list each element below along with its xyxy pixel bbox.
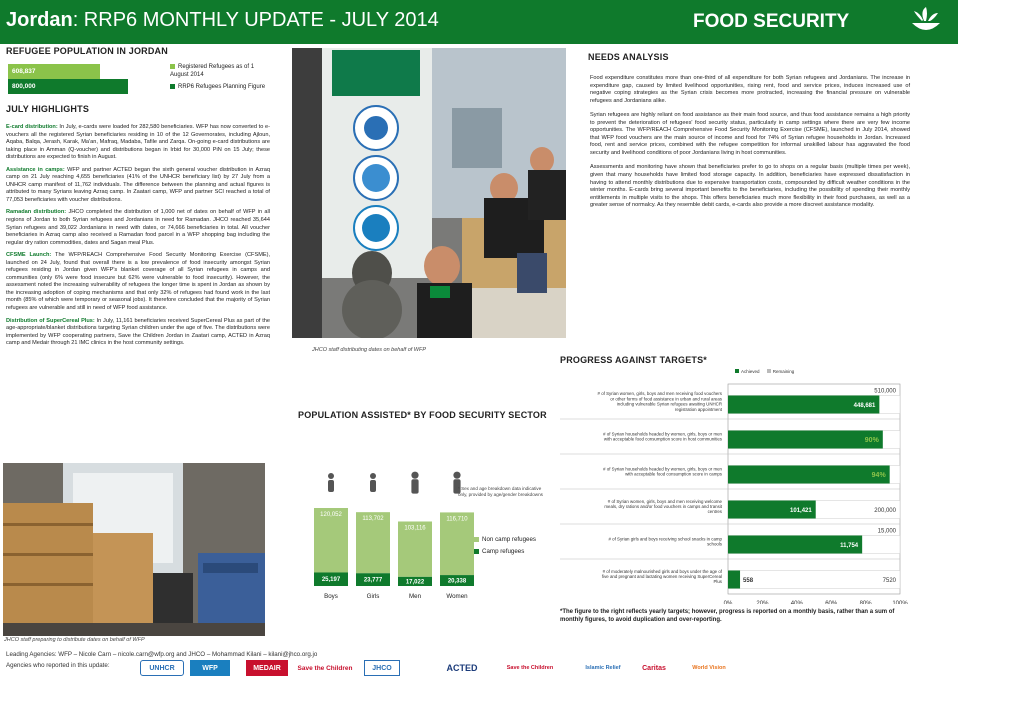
progress-value-label: 94% xyxy=(871,472,886,479)
category-label-women: Women xyxy=(446,593,468,600)
indicator-label: # of Syrian households headed by women, girls, boys or men with acceptable food consumption score in host communities xyxy=(603,431,722,442)
progress-bar xyxy=(728,571,740,589)
label-camp-men: 17,022 xyxy=(405,579,425,586)
legend-swatch xyxy=(170,84,175,89)
person-boy-icon xyxy=(328,473,334,492)
save-the-children-logo: Save the Children xyxy=(297,664,353,672)
target-bar xyxy=(728,571,900,589)
jhco-logo: JHCO xyxy=(364,660,400,676)
reporting-agencies-label: Agencies who reported in this update: xyxy=(6,662,110,669)
caritas-logo: Caritas xyxy=(642,664,666,672)
highlight-item: E-card distribution: In July, e-cards were loaded for 282,580 beneficiaries. WFP has now converted to e-vouchers all the registered Syrian beneficiaries residing in 10 of the 12 Governorates, including Ajloun, Aqaba, Balqa, Jerash, Karak, Ma'an, Mafraq, Madaba, Tafile and Zarqa. On-going e-card distributions are taking place in Amman (Q-voucher) and distributions began in Irbid for 30,000 PiN on 15 July; these distributions are expected to finish in August. xyxy=(6,124,270,161)
leading-agencies: Leading Agencies: WFP – Nicole Carn – nicole.carn@wfp.org and JHCO – Mohammad Kilani – kilani@jhco.org.jo xyxy=(6,651,318,658)
registered-legend: Registered Refugees as of 1 August 2014 xyxy=(170,64,255,78)
highlights-list xyxy=(6,124,270,348)
person-girl-icon xyxy=(370,473,376,492)
label-camp-boys: 25,197 xyxy=(321,577,341,584)
report-subtitle: : RRP6 MONTHLY UPDATE - JULY 2014 xyxy=(72,9,439,31)
progress-against-targets-chart xyxy=(560,378,910,604)
category-label-girls: Girls xyxy=(366,593,380,600)
planning-legend: RRP6 Refugees Planning Figure xyxy=(170,84,270,92)
category-label-boys: Boys xyxy=(324,593,338,600)
distribution-photo xyxy=(292,48,566,338)
refugee-population-heading: REFUGEE POPULATION IN JORDAN xyxy=(6,46,168,56)
needs-paragraph: Food expenditure constitutes more than one-third of all expenditure for both Syrian refugees and Jordanians. The increase in expenditure gap, caused by limited livelihood opportunities, rising rent, food and service prices, induces increased use of negative coping strategies as the Syrian crisis becomes more protracted, increasing the financial pressure on vulnerable refugees and Jordanians alike. xyxy=(590,75,910,104)
indicator-label: # of Syrian girls and boys receiving school snacks in camp schools xyxy=(608,536,722,547)
islamic-relief-logo: Islamic Relief xyxy=(585,665,621,671)
indicator-label: # of Syrian households headed by women, girls, boys or men with acceptable food consumption score in camps xyxy=(603,466,722,477)
x-tick-label: 80% xyxy=(859,601,872,604)
target-value-label: 15,000 xyxy=(877,528,896,535)
unhcr-logo: UNHCR xyxy=(140,660,184,676)
progress-value-label: 90% xyxy=(864,437,879,444)
needs-paragraph: Assessments and monitoring have shown that beneficiaries prefer to go to shops on a regular basis (multiple times per week), given that many households have limited food storage capacity. In addition, beneficiaries have expressed dissatisfaction in having to attend monthly distributions due to expensive transportation costs, compounded by difficult weather conditions in the winter months. E-cards bring several important benefits to the beneficiaries, including the possibility of spending their monthly entitlements in multiple visits to the shops. This offers beneficiaries much more flexibility in their food purchases, as well as a greater sense of normalcy. As they resemble debit cards, e-cards also provide a more discreet assistance modality. xyxy=(590,164,910,209)
progress-chart-heading: PROGRESS AGAINST TARGETS* xyxy=(560,355,708,365)
warehouse-photo xyxy=(3,463,265,636)
highlight-item: Assistance in camps: WFP and partner ACTED began the sixth general voucher distribution in Azraq camp on 21 July reaching 4,655 beneficiaries (41% of the UNHCR beneficiary list) by 27 July from a UNHCR camp manifest of 11,762 individuals. The difference between the planning and actual figures is attributed to many Syrians leaving Azraq camp. In Zaatari camp, WFP and partner SCI reached a total of 77,053 beneficiaries with voucher distributions. xyxy=(6,166,270,203)
july-highlights-heading: JULY HIGHLIGHTS xyxy=(6,104,90,114)
progress-value-label: 101,421 xyxy=(790,508,812,514)
category-label-men: Men xyxy=(408,593,422,600)
progress-value-label: 11,754 xyxy=(840,543,859,549)
progress-value-label: 558 xyxy=(743,578,754,584)
progress-bar xyxy=(728,466,890,484)
x-tick-label: 40% xyxy=(790,601,803,604)
distribution-scene-image xyxy=(292,48,566,338)
save-the-children-logo-2: Save the Children xyxy=(506,665,554,671)
warehouse-scene-image xyxy=(3,463,265,636)
legend-swatch xyxy=(735,369,739,373)
x-tick-label: 20% xyxy=(756,601,769,604)
label-camp-women: 20,338 xyxy=(447,578,467,585)
needs-analysis-text xyxy=(590,75,910,210)
label-noncamp-girls: 113,702 xyxy=(362,516,384,523)
camp-legend: Camp refugees xyxy=(474,548,524,556)
population-assisted-chart xyxy=(296,462,546,607)
progress-legend: Achieved Remaining xyxy=(735,369,794,374)
person-man-icon xyxy=(411,472,418,494)
world-vision-logo: World Vision xyxy=(692,665,726,671)
x-tick-label: 0% xyxy=(723,601,733,604)
highlight-item: Ramadan distribution: JHCO completed the distribution of 1,000 net of dates on behalf of WFP in all regions of Jordan to both Syrian refugees and Jordanians in need for Ramadan. JHCO reached 35,644 Syrian refugees and 39,022 Jordanians in need with dates, or 74,666 beneficiaries in total. All voucher beneficiaries in Azraq camp also received a Ramadan food parcel in a WFP shopping bag including the regular dry ration commodities, dates and Sagan meal Plus. xyxy=(6,209,270,246)
top-photo-caption: JHCO staff distributing dates on behalf of WFP xyxy=(312,347,427,353)
medair-logo: MEDAIR xyxy=(246,660,288,676)
wfp-logo: WFP xyxy=(190,660,230,676)
label-camp-girls: 23,777 xyxy=(363,577,383,584)
x-tick-label: 60% xyxy=(825,601,838,604)
label-noncamp-men: 103,116 xyxy=(404,525,426,532)
bottom-photo-caption: JHCO staff preparing to distribute dates on behalf of WFP xyxy=(4,637,145,643)
noncamp-legend: Non camp refugees xyxy=(474,536,536,544)
needs-paragraph: Syrian refugees are highly reliant on food assistance as their main food source, and thus food assistance remains a high priority to prevent the deterioration of refugees' food security status, particularly in camp settings where there are very few income opportunities. The WFP/REACH Comprehensive Food Security Monitoring Exercise (CFSME), launched in July 2014, showed that WFP food vouchers are the main source of income and food for 74% of Syrian refugee households in Jordan. Increased food, rent and service prices, combined with the refugee competition for informal unskilled labour has aggravated the food security and livelihood conditions of poor Jordanians living in host communities. xyxy=(590,112,910,156)
legend-swatch xyxy=(170,64,175,69)
acted-logo: ACTED xyxy=(446,663,478,673)
indicator-label: # of Syrian women, girls, boys and men receiving welcome meals, dry rations and/or food vouchers in camps and transit centres xyxy=(604,498,722,515)
partner-logos xyxy=(140,660,740,682)
indicator-label: # of moderately malnourished girls and boys under the age of five and pregnant and lactating women receiving SuperCereal Plus xyxy=(601,568,722,585)
legend-swatch xyxy=(767,369,771,373)
legend-swatch xyxy=(474,537,479,542)
label-noncamp-boys: 120,052 xyxy=(320,512,342,518)
registered-refugees-bar: 608,837 xyxy=(8,64,100,79)
progress-footnote: *The figure to the right reflects yearly targets; however, progress is reported on a monthly basis, rather than a sum of monthly figures, to avoid duplication and over-reporting. xyxy=(560,609,895,624)
progress-value-label: 448,681 xyxy=(853,403,876,409)
progress-bar xyxy=(728,431,883,449)
highlight-item: CFSME Launch: The WFP/REACH Comprehensive Food Security Monitoring Exercise (CFSME), launched on 24 July, found that overall there is a low prevalence of food insecurity amongst Syrian refugees residing in Jordan given WFP's blanket coverage of all Syrian refugees in camps and communities (only 6% were food insecure but 62% were vulnerable to food insecurity). However, the assessment noted the increasing vulnerability of refugees the longer time is spent in Jordan as shown by the increasing adoption of coping mechanisms and that only 32% of refugees had found work in the last month (85% of which were temporary or seasonal jobs). It therefore concluded that the majority of Syrian refugees are vulnerable and still in need of WFP food assistance. xyxy=(6,252,271,312)
sector-title: FOOD SECURITY xyxy=(693,11,850,32)
target-value-label: 510,000 xyxy=(874,388,896,395)
population-chart-note: * Sex and age breakdown data indicative only, provided by age/gender breakdowns xyxy=(458,486,543,497)
x-tick-label: 100% xyxy=(892,601,908,604)
page-header xyxy=(0,0,958,44)
highlight-item: Distribution of SuperCereal Plus: In July, 11,161 beneficiaries received SuperCereal Plus as part of the age-appropriate/blanket distributions targeting Syrian children under the age of five. The distributions were implemented by WFP cooperating partners, Save the Children Jordan in Zaatari camp, ACTED in Azraq camp and Medair through 21 IMC clinics in the host community settings. xyxy=(6,317,270,347)
indicator-label: # of Syrian women, girls, boys and men receiving food vouchers or other forms of food assistance in urban and rural areas including vulnerable Syrian refugees awaiting UNHCR registration appointment xyxy=(597,391,722,412)
label-noncamp-women: 116,710 xyxy=(446,516,468,523)
country-label: Jordan xyxy=(6,9,73,31)
population-chart-heading: POPULATION ASSISTED* BY FOOD SECURITY SECTOR xyxy=(298,410,547,420)
report-title xyxy=(6,9,439,32)
needs-analysis-heading: NEEDS ANALYSIS xyxy=(588,52,669,62)
target-value-label: 7520 xyxy=(882,578,896,584)
legend-swatch xyxy=(474,549,479,554)
target-value-label: 200,000 xyxy=(874,508,896,514)
planning-figure-bar: 800,000 xyxy=(8,79,128,94)
food-bowl-icon xyxy=(906,3,946,39)
